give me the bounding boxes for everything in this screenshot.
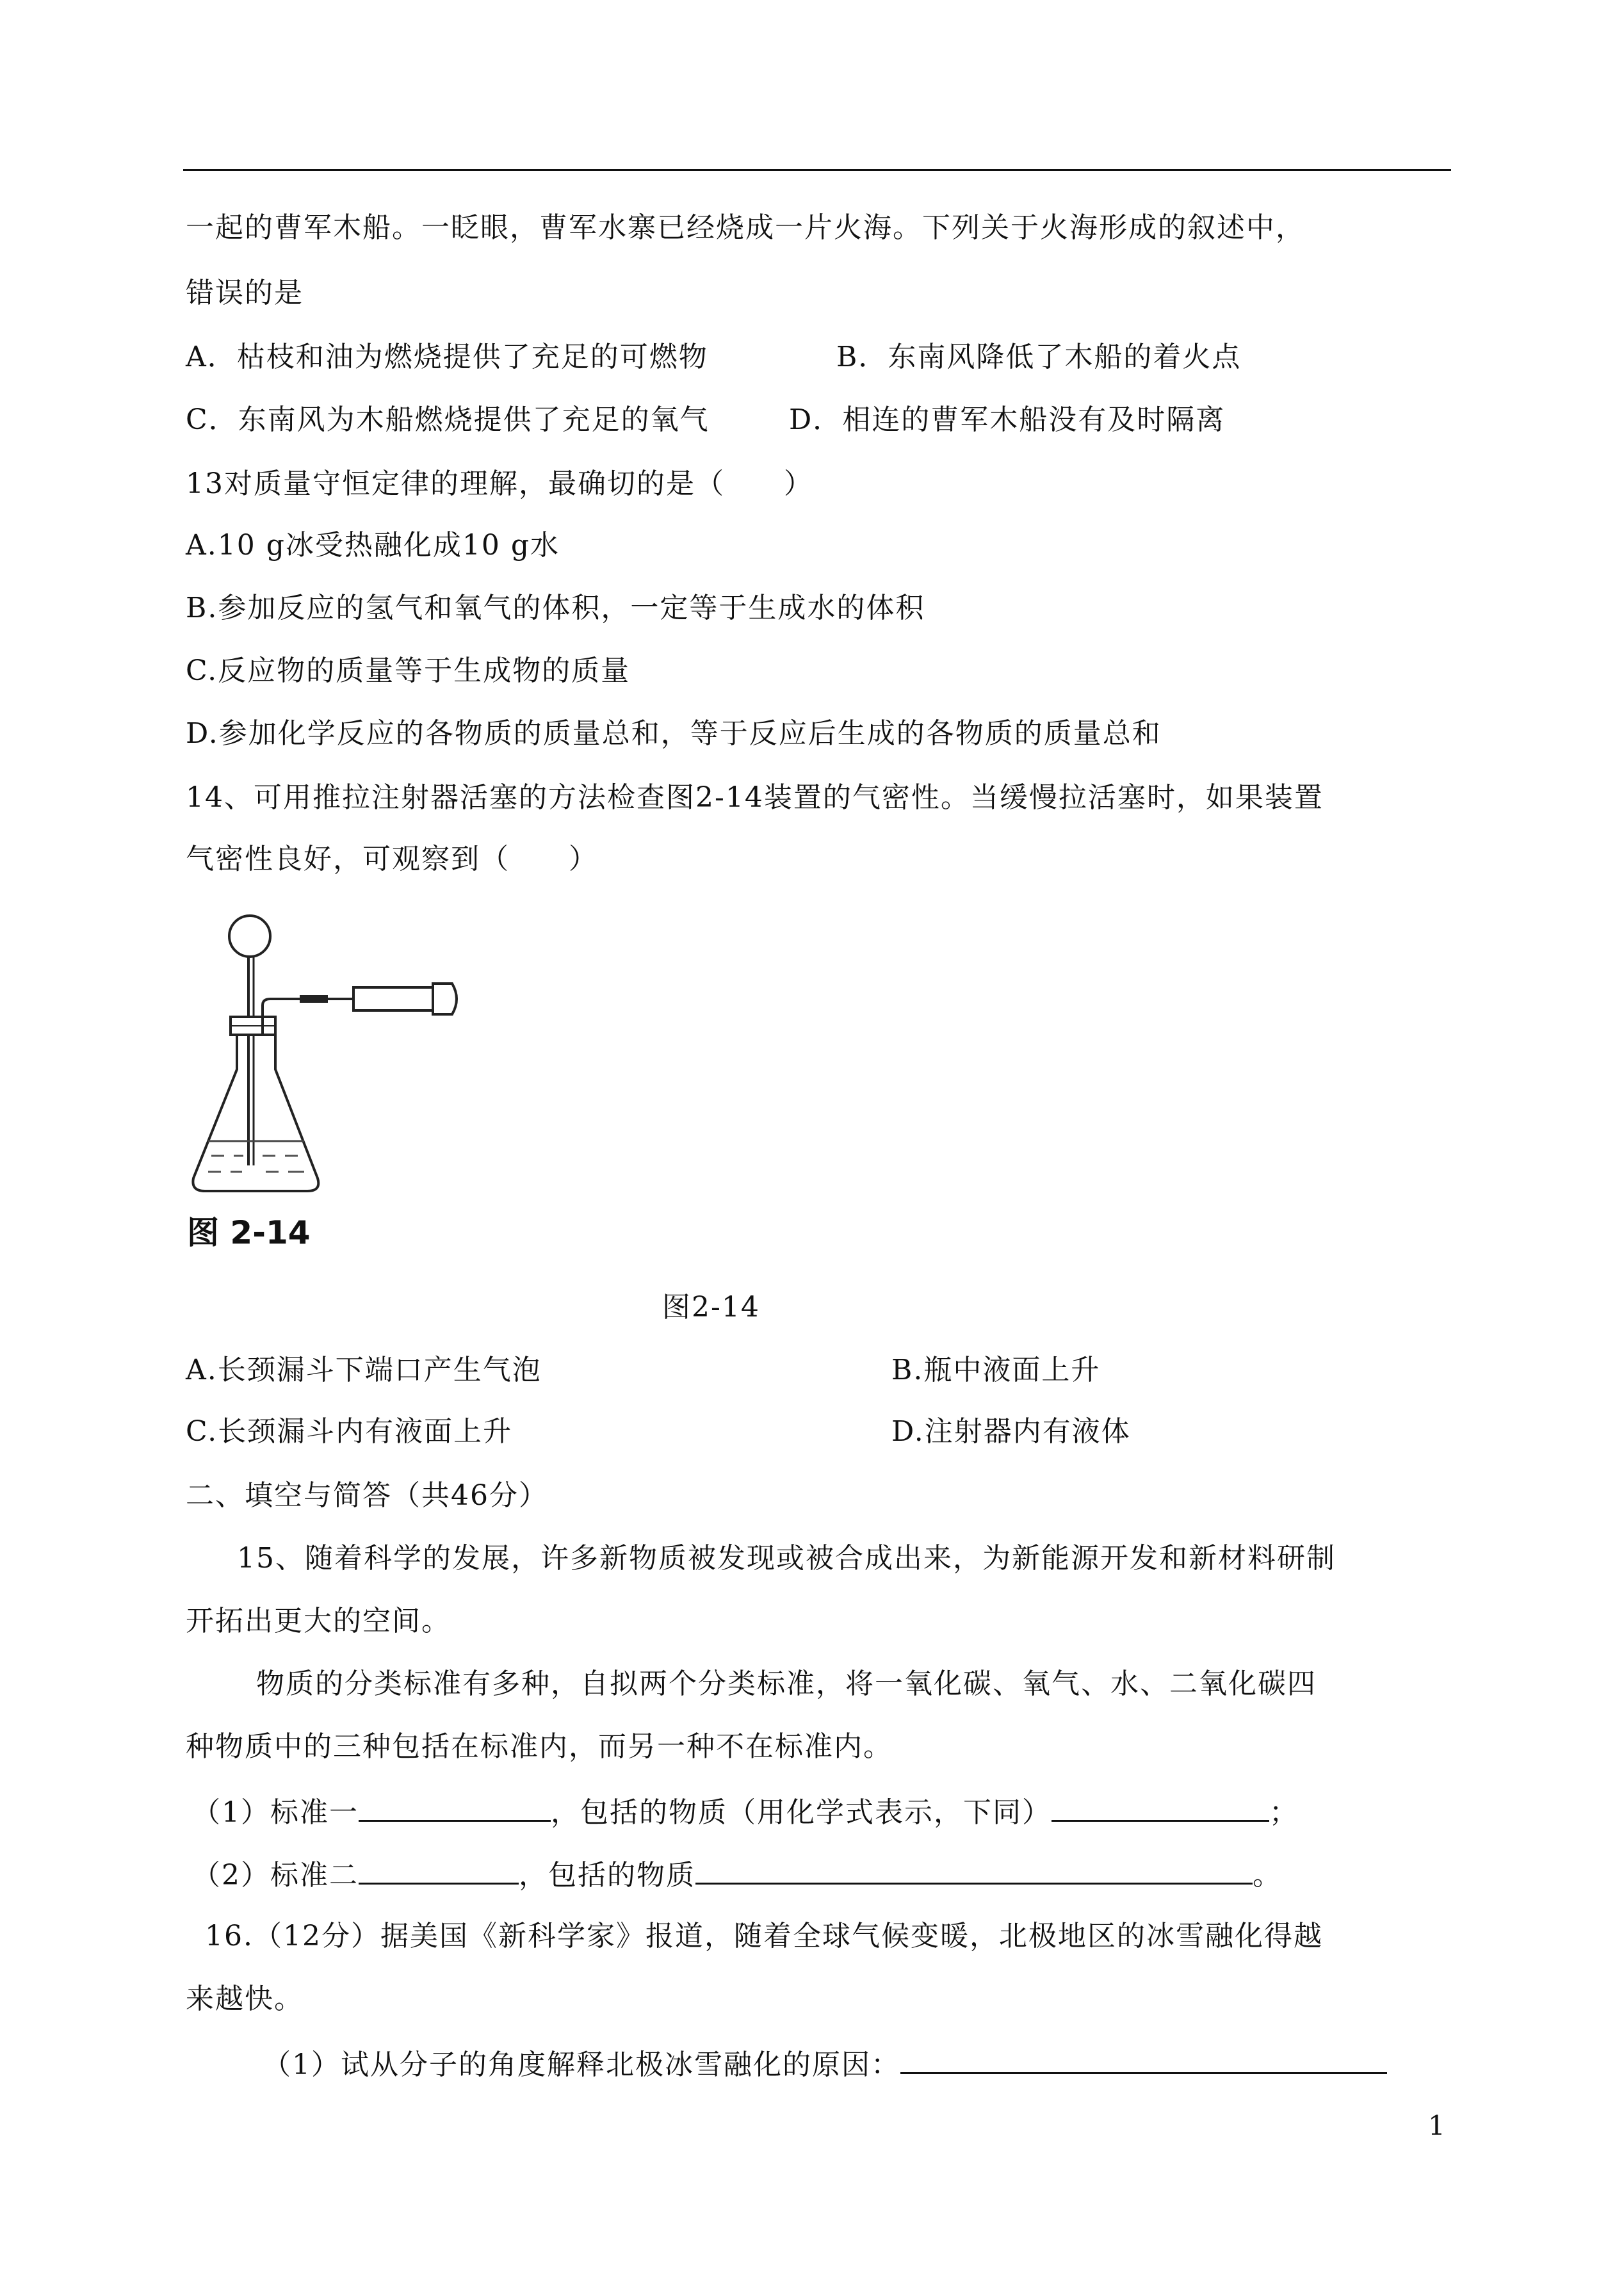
page-number: 1 (1428, 2110, 1445, 2141)
figure-2-14 (186, 909, 493, 1255)
q13-stem: 13对质量守恒定律的理解，最确切的是（ ） (186, 467, 813, 500)
q16-item1-text: （1）试从分子的角度解释北极冰雪融化的原因： (263, 2048, 900, 2081)
q12-stem-line2: 错误的是 (186, 277, 304, 309)
liquid-dashes-shape (208, 1156, 304, 1172)
q15-item2-label: （2）标准二 (192, 1859, 359, 1892)
q12-option-c: C．东南风为木船燃烧提供了充足的氧气 (186, 403, 710, 436)
q16-stem-line1: 16.（12分）据美国《新科学家》报道，随着全球气候变暖，北极地区的冰雪融化得越 (205, 1920, 1323, 1952)
syringe-plunger-shape (433, 984, 457, 1014)
q16-item1-blank[interactable] (900, 2043, 1387, 2074)
figure-caption: 图2-14 (662, 1291, 760, 1324)
q15-item1-blank2[interactable] (1052, 1790, 1269, 1822)
q15-item1 (192, 1790, 1299, 1832)
q15-item2-end: 。 (1253, 1859, 1282, 1892)
q12-stem-line1: 一起的曹军木船。一眨眼，曹军水寨已经烧成一片火海。下列关于火海形成的叙述中， (186, 211, 1305, 244)
section-heading: 二、填空与简答（共46分） (186, 1479, 548, 1512)
q15-item1-blank1[interactable] (359, 1790, 551, 1822)
q15-intro-line1: 15、随着科学的发展，许多新物质被发现或被合成出来，为新能源开发和新材料研制 (237, 1542, 1336, 1575)
q15-item2-blank2[interactable] (695, 1853, 1253, 1885)
q15-item2-mid: ，包括的物质 (519, 1859, 695, 1892)
q15-item2 (192, 1853, 1282, 1895)
funnel-bulb-shape (229, 916, 270, 957)
q14-option-a: A.长颈漏斗下端口产生气泡 (186, 1354, 542, 1386)
q15-para-line2: 种物质中的三种包括在标准内，而另一种不在标准内。 (186, 1730, 893, 1763)
apparatus-diagram (186, 909, 493, 1255)
q13-option-a: A.10 g冰受热融化成10 g水 (186, 529, 560, 562)
q14-option-d: D.注射器内有液体 (891, 1415, 1131, 1448)
q15-item1-mid: ，包括的物质（用化学式表示，下同） (551, 1796, 1052, 1829)
q15-intro-line2: 开拓出更大的空间。 (186, 1605, 451, 1637)
q13-option-d: D.参加化学反应的各物质的质量总和，等于反应后生成的各物质的质量总和 (186, 717, 1162, 750)
q15-item1-label: （1）标准一 (192, 1796, 359, 1829)
flask-shape (193, 1035, 318, 1191)
header-rule (183, 169, 1451, 171)
rubber-connector-shape (300, 995, 328, 1003)
q12-option-d: D．相连的曹军木船没有及时隔离 (789, 403, 1226, 436)
q12-option-a: A．枯枝和油为燃烧提供了充足的可燃物 (186, 341, 708, 373)
q14-stem-line2: 气密性良好，可观察到（ ） (186, 843, 598, 875)
q15-item1-end: ； (1269, 1796, 1299, 1829)
q14-option-b: B.瓶中液面上升 (891, 1354, 1101, 1386)
figure-embedded-label: 图 2-14 (187, 1214, 311, 1251)
q13-option-b: B.参加反应的氢气和氧气的体积，一定等于生成水的体积 (186, 592, 925, 624)
q16-item1 (263, 2043, 1387, 2084)
q12-option-b: B．东南风降低了木船的着火点 (836, 341, 1242, 373)
q15-para-line1: 物质的分类标准有多种，自拟两个分类标准，将一氧化碳、氧气、水、二氧化碳四 (256, 1667, 1317, 1700)
syringe-barrel-shape (353, 987, 433, 1010)
q16-stem-line2: 来越快。 (186, 1983, 304, 2015)
q13-option-c: C.反应物的质量等于生成物的质量 (186, 654, 631, 687)
q14-stem-line1: 14、可用推拉注射器活塞的方法检查图2-14装置的气密性。当缓慢拉活塞时，如果装置 (186, 781, 1324, 814)
q14-option-c: C.长颈漏斗内有液面上升 (186, 1415, 513, 1448)
q15-item2-blank1[interactable] (359, 1853, 519, 1885)
